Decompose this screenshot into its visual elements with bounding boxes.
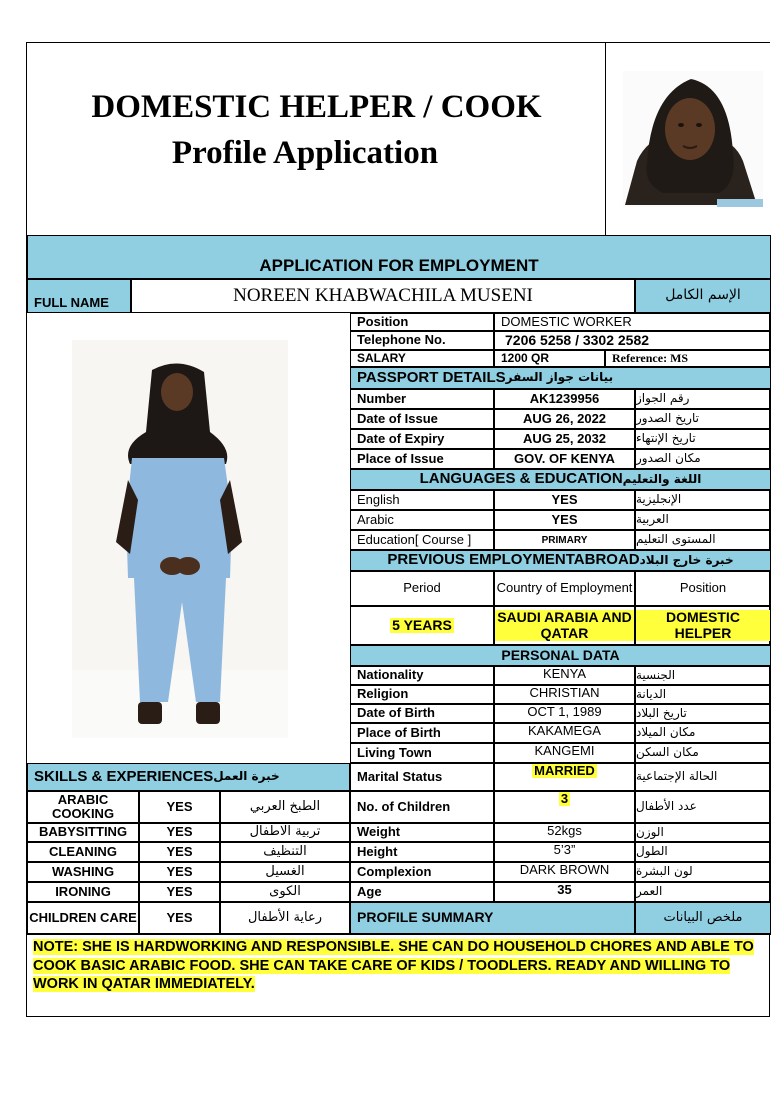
- personal-row-label: Religion: [350, 685, 494, 704]
- personal-row-value-cell: [494, 704, 635, 723]
- passport-row-label: Place of Issue: [350, 449, 494, 469]
- personal-row-label-ar: الديانة: [635, 685, 771, 704]
- personal-row-value: MARRIED: [534, 763, 595, 778]
- personal-row-value-cell: [494, 763, 635, 791]
- full-name-label-ar: الإسم الكامل: [635, 279, 771, 313]
- period-value-cell: [350, 606, 494, 645]
- full-name-value: NOREEN KHABWACHILA MUSENI: [131, 279, 635, 313]
- personal-row-value-cell: [494, 823, 635, 842]
- skill-row-label-ar: الكوى: [220, 882, 350, 902]
- personal-row-label: Age: [350, 882, 494, 902]
- skill-row-value: YES: [139, 791, 220, 823]
- personal-row-label: Height: [350, 842, 494, 862]
- personal-row-value: KANGEMI: [534, 743, 595, 758]
- personal-row-label: Living Town: [350, 743, 494, 763]
- personal-row-label-ar: لون البشرة: [635, 862, 771, 882]
- personal-row-value: 5’3”: [553, 842, 576, 857]
- skills-header: [27, 763, 350, 791]
- languages-header-text: LANGUAGES & EDUCATION: [419, 470, 623, 488]
- passport-row-label: Number: [350, 389, 494, 409]
- profile-note: [33, 938, 765, 994]
- language-row-label: English: [350, 490, 494, 510]
- personal-row-label: Weight: [350, 823, 494, 842]
- profile-summary-header-ar: ملخص البيانات: [635, 902, 771, 934]
- previous-position-value: DOMESTIC HELPER: [636, 610, 770, 641]
- personal-row-value: KENYA: [542, 666, 587, 681]
- passport-row-label-ar: رقم الجواز: [635, 389, 771, 409]
- personal-row-value-cell: [494, 743, 635, 763]
- headshot-photo: [607, 43, 771, 235]
- skill-row-label-ar: التنظيف: [220, 842, 350, 862]
- passport-row-value: GOV. OF KENYA: [494, 449, 635, 469]
- skills-header-ar: خبرة العمل: [213, 769, 280, 784]
- passport-header-text: PASSPORT DETAILS: [357, 368, 506, 386]
- languages-header: [350, 469, 771, 490]
- telephone-label: Telephone No.: [350, 331, 494, 350]
- passport-row-label-ar: مكان الصدور: [635, 449, 771, 469]
- personal-row-value: 3: [560, 791, 569, 806]
- personal-row-value: CHRISTIAN: [529, 685, 600, 700]
- personal-row-label: Marital Status: [350, 763, 494, 791]
- personal-row-label-ar: الوزن: [635, 823, 771, 842]
- skill-row-label: BABYSITTING: [27, 823, 139, 842]
- skill-row-label-ar: الطبخ العربي: [220, 791, 350, 823]
- passport-header: [350, 367, 771, 389]
- skill-row-label: CHILDREN CARE: [27, 902, 139, 934]
- personal-row-label: Date of Birth: [350, 704, 494, 723]
- languages-header-ar: اللغة والتعليم: [622, 471, 702, 486]
- full-body-photo: [72, 340, 288, 738]
- skill-row-value: YES: [139, 823, 220, 842]
- previous-employment-header-ar: خبرة خارج البلاد: [639, 552, 734, 567]
- personal-row-value-cell: [494, 723, 635, 743]
- period-column-header: Period: [350, 571, 494, 606]
- skill-row-label: WASHING: [27, 862, 139, 882]
- language-row-value: PRIMARY: [494, 530, 635, 550]
- personal-row-value-cell: [494, 666, 635, 685]
- personal-row-label: Nationality: [350, 666, 494, 685]
- previous-employment-header-text: PREVIOUS EMPLOYMENTABROAD: [387, 551, 640, 569]
- personal-data-header: PERSONAL DATA: [350, 645, 771, 666]
- header-title-block: [27, 43, 606, 235]
- personal-row-label: Place of Birth: [350, 723, 494, 743]
- profile-summary-header: PROFILE SUMMARY: [350, 902, 635, 934]
- skill-row-label-ar: تربية الاطفال: [220, 823, 350, 842]
- position-label: Position: [350, 313, 494, 331]
- language-row-label: Education[ Course ]: [350, 530, 494, 550]
- personal-row-label-ar: العمر: [635, 882, 771, 902]
- passport-row-value: AUG 26, 2022: [494, 409, 635, 429]
- country-value-cell: [494, 606, 635, 645]
- position-value: DOMESTIC WORKER: [494, 313, 771, 331]
- language-row-label: Arabic: [350, 510, 494, 530]
- language-row-label-ar: الإنجليزية: [635, 490, 771, 510]
- passport-row-label: Date of Expiry: [350, 429, 494, 449]
- personal-row-label: No. of Children: [350, 791, 494, 823]
- personal-row-value-cell: [494, 882, 635, 902]
- skill-row-value: YES: [139, 862, 220, 882]
- title-line-2: Profile Application: [171, 135, 439, 171]
- personal-row-value: DARK BROWN: [519, 862, 610, 877]
- personal-row-value-cell: [494, 862, 635, 882]
- skill-row-value: YES: [139, 842, 220, 862]
- personal-row-value-cell: [494, 842, 635, 862]
- language-row-label-ar: المستوى التعليم: [635, 530, 771, 550]
- title-line-1: DOMESTIC HELPER / COOK: [91, 89, 542, 125]
- personal-row-value: KAKAMEGA: [528, 723, 601, 738]
- profile-note-box: [27, 934, 771, 1018]
- reference-value: Reference: MS: [605, 350, 771, 367]
- country-value: SAUDI ARABIA AND QATAR: [495, 610, 634, 641]
- skill-row-label: CLEANING: [27, 842, 139, 862]
- personal-row-value: 35: [557, 882, 572, 897]
- passport-row-label-ar: تاريخ الصدور: [635, 409, 771, 429]
- skill-row-label: ARABIC COOKING: [27, 791, 139, 823]
- previous-employment-header: [350, 550, 771, 571]
- personal-row-value: OCT 1, 1989: [527, 704, 602, 719]
- language-row-value: YES: [494, 490, 635, 510]
- personal-row-value: 52kgs: [547, 823, 582, 838]
- profile-note-text: NOTE: SHE IS HARDWORKING AND RESPONSIBLE. SHE CAN DO HOUSEHOLD CHORES AND ABLE TO COOK BASIC ARABIC FOOD. SHE CAN TAKE CARE OF KIDS / TOODLERS. READY AND WILLING TO WORK IN QATAR IMMEDIATELY.: [33, 939, 754, 992]
- personal-row-label-ar: الطول: [635, 842, 771, 862]
- profile-sheet: [26, 42, 770, 1017]
- salary-value: 1200 QR: [494, 350, 605, 367]
- skill-row-label-ar: رعاية الأطفال: [220, 902, 350, 934]
- language-row-value: YES: [494, 510, 635, 530]
- full-name-label: FULL NAME: [27, 279, 131, 313]
- position-value-cell: [635, 606, 771, 645]
- personal-row-label-ar: مكان الميلاد: [635, 723, 771, 743]
- personal-row-label-ar: عدد الأطفال: [635, 791, 771, 823]
- language-row-label-ar: العربية: [635, 510, 771, 530]
- headshot-image-icon: [607, 43, 771, 235]
- passport-row-value: AK1239956: [494, 389, 635, 409]
- skill-row-value: YES: [139, 882, 220, 902]
- personal-row-label-ar: تاريخ البلاد: [635, 704, 771, 723]
- passport-row-label-ar: تاريخ الإنتهاء: [635, 429, 771, 449]
- skill-row-label-ar: الغسيل: [220, 862, 350, 882]
- telephone-value: 7206 5258 / 3302 2582: [494, 331, 771, 350]
- period-value: 5 YEARS: [392, 616, 452, 633]
- skill-row-label: IRONING: [27, 882, 139, 902]
- personal-row-value-cell: [494, 685, 635, 704]
- skills-header-text: SKILLS & EXPERIENCES: [34, 767, 214, 785]
- application-banner: APPLICATION FOR EMPLOYMENT: [27, 235, 771, 279]
- passport-row-value: AUG 25, 2032: [494, 429, 635, 449]
- passport-row-label: Date of Issue: [350, 409, 494, 429]
- personal-row-label-ar: الحالة الإجتماعية: [635, 763, 771, 791]
- full-body-image-icon: [72, 340, 288, 738]
- country-column-header: Country of Employment: [494, 571, 635, 606]
- personal-row-value-cell: [494, 791, 635, 823]
- personal-row-label: Complexion: [350, 862, 494, 882]
- personal-row-label-ar: الجنسية: [635, 666, 771, 685]
- passport-header-ar: بيانات جواز السفر: [505, 370, 614, 385]
- skill-row-value: YES: [139, 902, 220, 934]
- position-column-header: Position: [635, 571, 771, 606]
- personal-row-label-ar: مكان السكن: [635, 743, 771, 763]
- salary-label: SALARY: [350, 350, 494, 367]
